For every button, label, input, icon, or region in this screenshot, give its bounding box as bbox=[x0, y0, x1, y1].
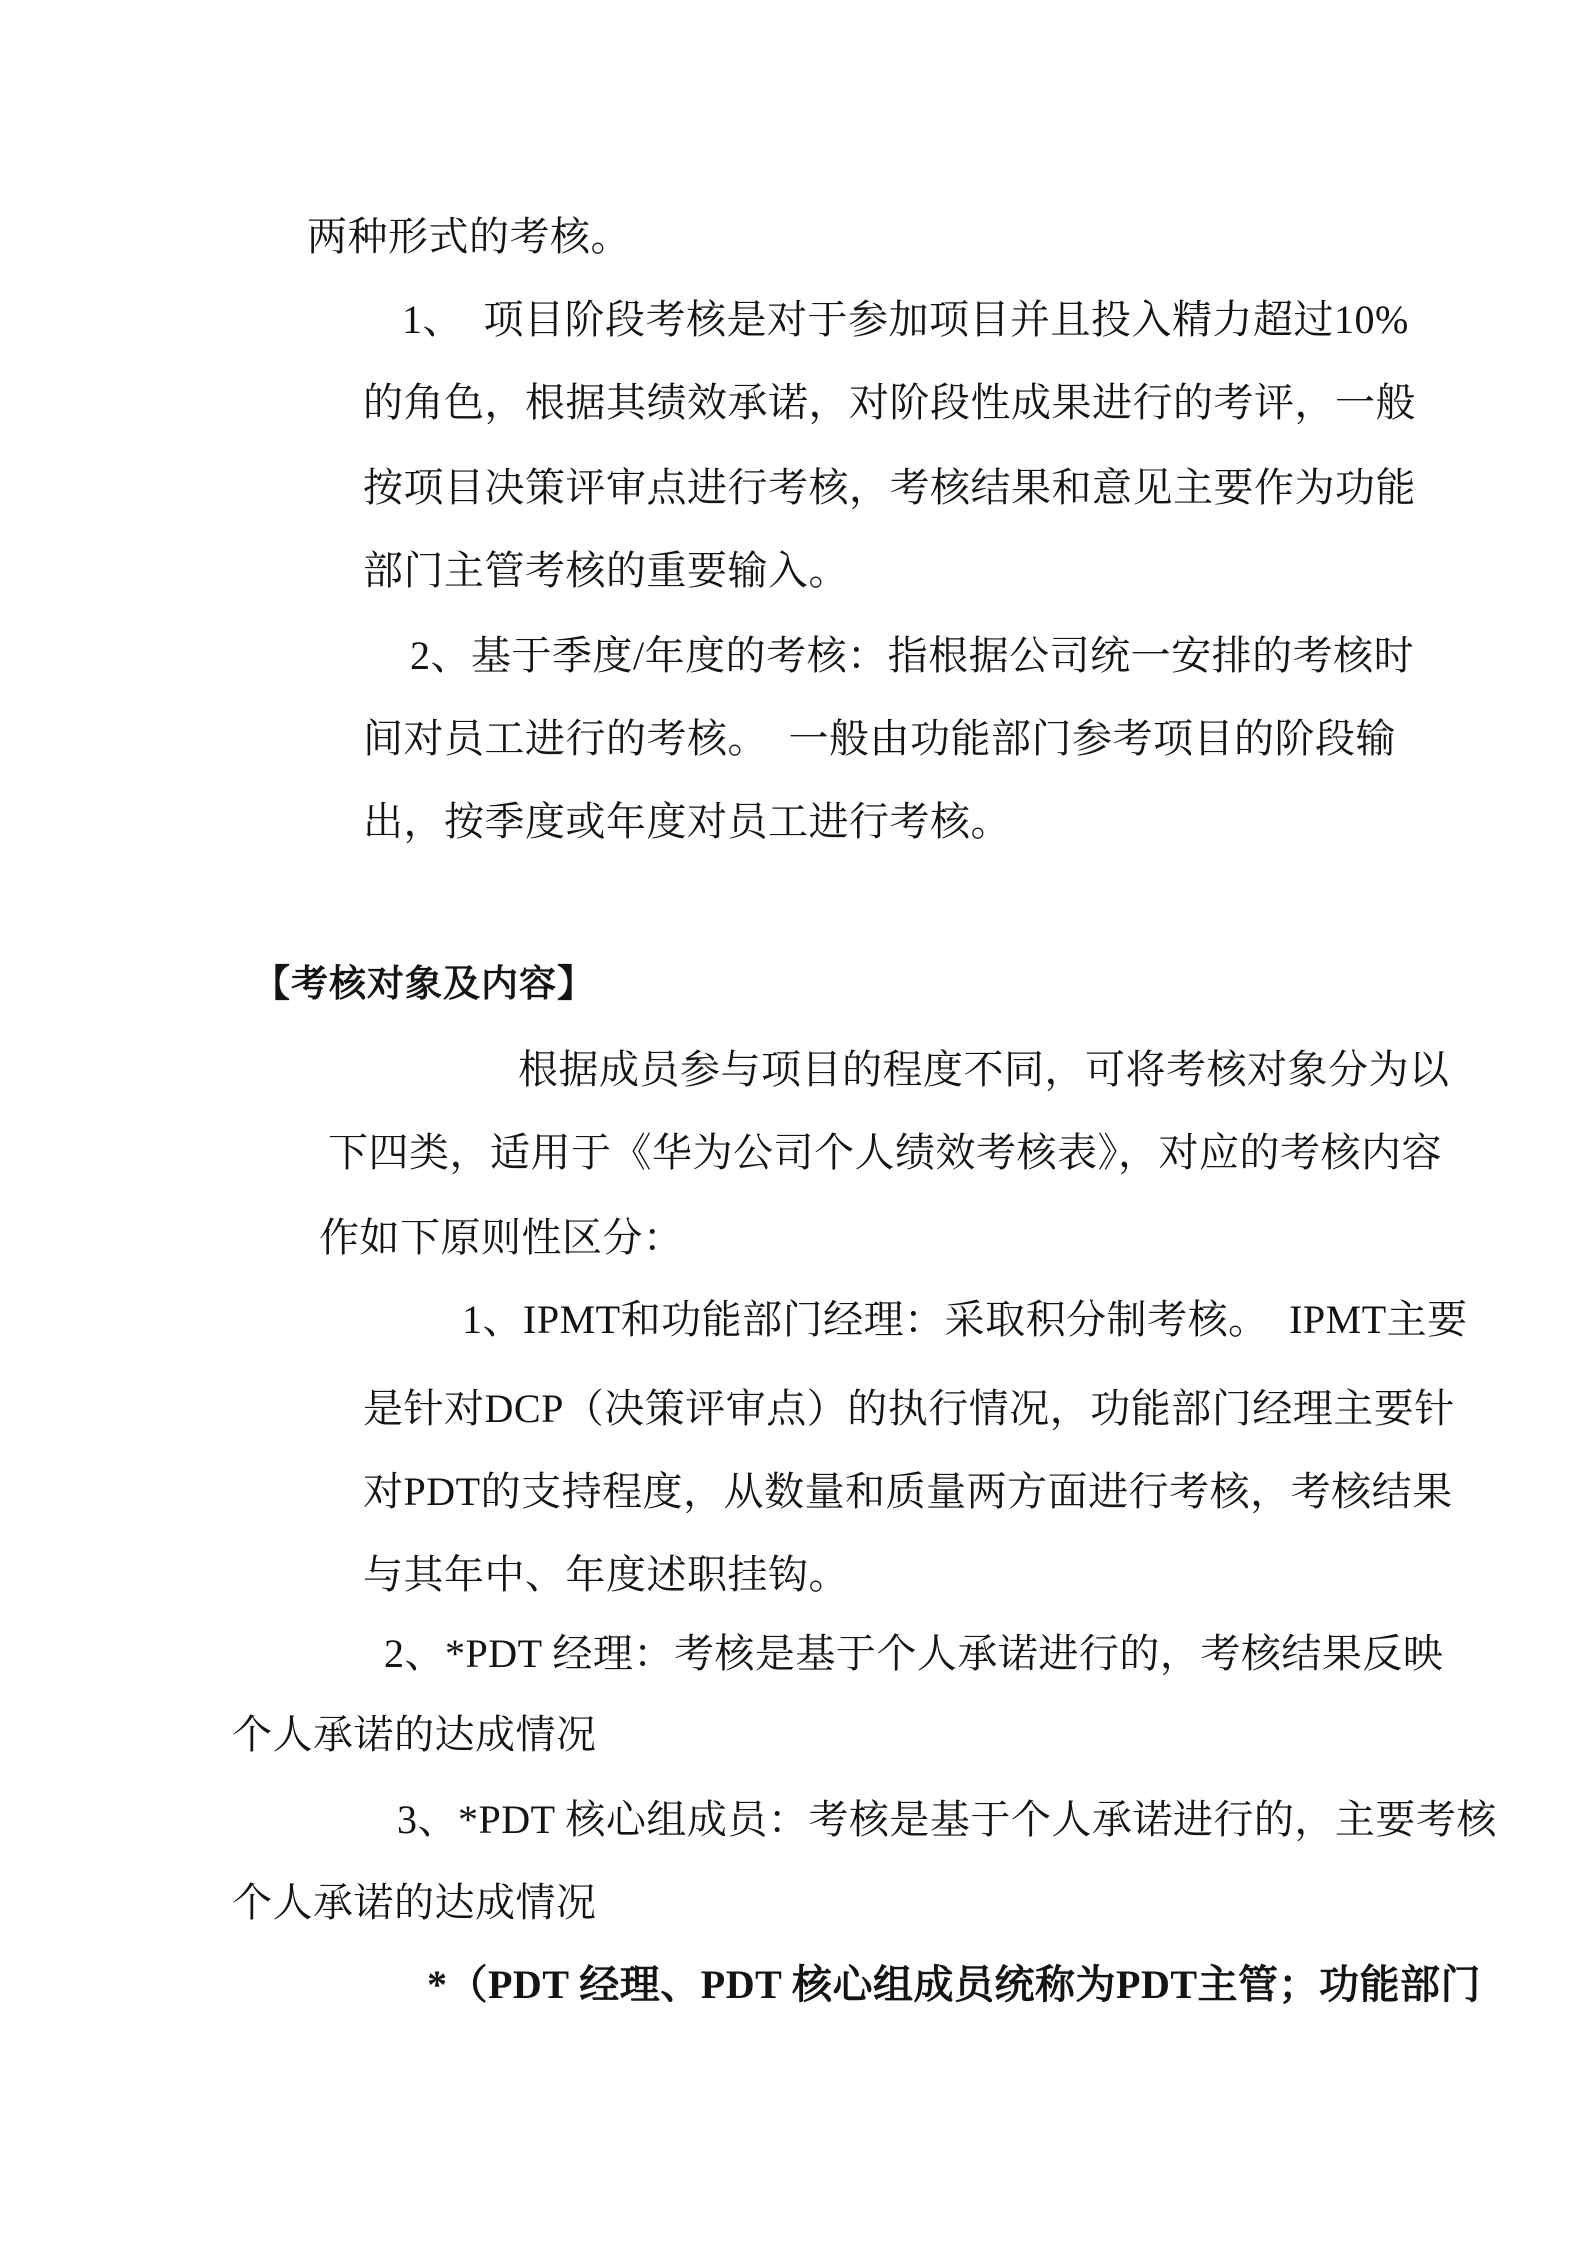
item1-line3: 按项目决策评审点进行考核，考核结果和意见主要作为功能 bbox=[363, 465, 1416, 510]
list3-line2: 个人承诺的达成情况 bbox=[232, 1880, 597, 1925]
list2-line2: 个人承诺的达成情况 bbox=[232, 1712, 597, 1757]
item2-line3: 出，按季度或年度对员工进行考核。 bbox=[363, 799, 1011, 844]
list1-line1: 1、IPMT和功能部门经理：采取积分制考核。 IPMT主要 bbox=[462, 1297, 1468, 1342]
item2-line2: 间对员工进行的考核。 一般由功能部门参考项目的阶段输 bbox=[363, 716, 1396, 761]
item1-line2: 的角色，根据其绩效承诺，对阶段性成果进行的考评，一般 bbox=[363, 380, 1416, 425]
intro-line2: 下四类，适用于《华为公司个人绩效考核表》，对应的考核内容 bbox=[328, 1130, 1442, 1175]
list2-line1: 2、*PDT 经理：考核是基于个人承诺进行的，考核结果反映 bbox=[384, 1631, 1444, 1676]
list1-line4: 与其年中、年度述职挂钩。 bbox=[363, 1552, 849, 1597]
footnote-line1: *（PDT 经理、PDT 核心组成员统称为PDT主管；功能部门 bbox=[427, 1962, 1482, 2007]
section-heading: 【考核对象及内容】 bbox=[253, 964, 595, 1005]
item2-line1: 2、基于季度/年度的考核：指根据公司统一安排的考核时 bbox=[410, 633, 1415, 678]
list1-line2: 是针对DCP（决策评审点）的执行情况，功能部门经理主要针 bbox=[363, 1386, 1455, 1431]
list1-line3: 对PDT的支持程度，从数量和质量两方面进行考核，考核结果 bbox=[363, 1469, 1453, 1514]
intro-line1: 根据成员参与项目的程度不同，可将考核对象分为以 bbox=[518, 1047, 1450, 1092]
list3-line1: 3、*PDT 核心组成员：考核是基于个人承诺进行的，主要考核 bbox=[397, 1797, 1497, 1842]
item1-line1: 1、 项目阶段考核是对于参加项目并且投入精力超过10% bbox=[402, 297, 1409, 342]
intro-line3: 作如下原则性区分： bbox=[319, 1215, 684, 1260]
item1-line4: 部门主管考核的重要输入。 bbox=[363, 548, 849, 593]
paragraph-prev-tail: 两种形式的考核。 bbox=[307, 214, 631, 259]
